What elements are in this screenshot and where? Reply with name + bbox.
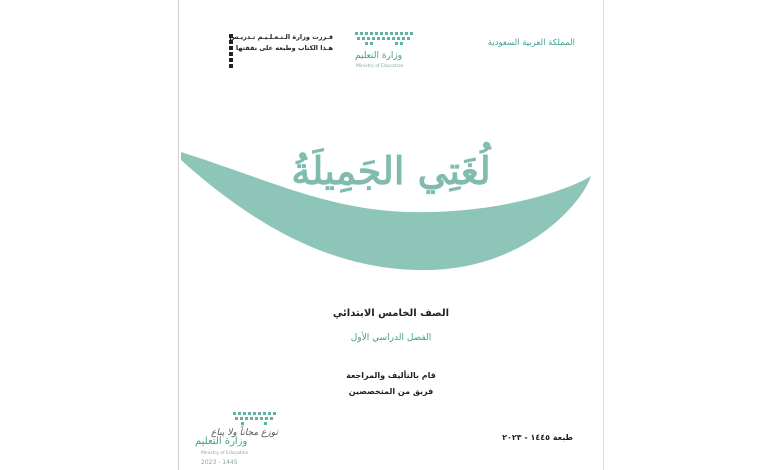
edition: طبعة ١٤٤٥ - ٢٠٢٣ [502,433,573,442]
notice-line-2: هـذا الكتاب وطبعه على نفقتها [235,44,333,52]
credits-line-1: قام بالتأليف والمراجعة [346,371,436,380]
semester: الفصل الدراسي الأول [350,333,432,343]
footer-ministry-name-arabic: وزارة التعليم [195,436,248,447]
ministry-name-arabic: وزارة التعليم [355,51,403,61]
free-distribution-slogan: توزع مجاناً ولا يباع [211,428,278,438]
footer-ministry-name-english: Ministry of Education [201,451,249,456]
ministry-logo-icon [347,28,427,68]
credits-line-2: فريق من المتخصصين [348,387,434,396]
ministry-notice [229,32,333,54]
bullet-icon [229,64,233,68]
book-cover-page [178,0,604,470]
country-name: المملكة العربية السعودية [487,38,575,48]
footer-year: 2023 - 1445 [201,459,238,466]
bullet-icon [229,58,233,62]
grade-level: الصف الخامس الابتدائي [332,308,450,319]
notice-line-1: قـررت وزارة الـتـعـلـيـم تـدريـس [229,33,333,41]
book-title: لُغَتِي الجَمِيلَةُ [291,148,491,193]
ministry-name-english: Ministry of Education [356,64,404,69]
